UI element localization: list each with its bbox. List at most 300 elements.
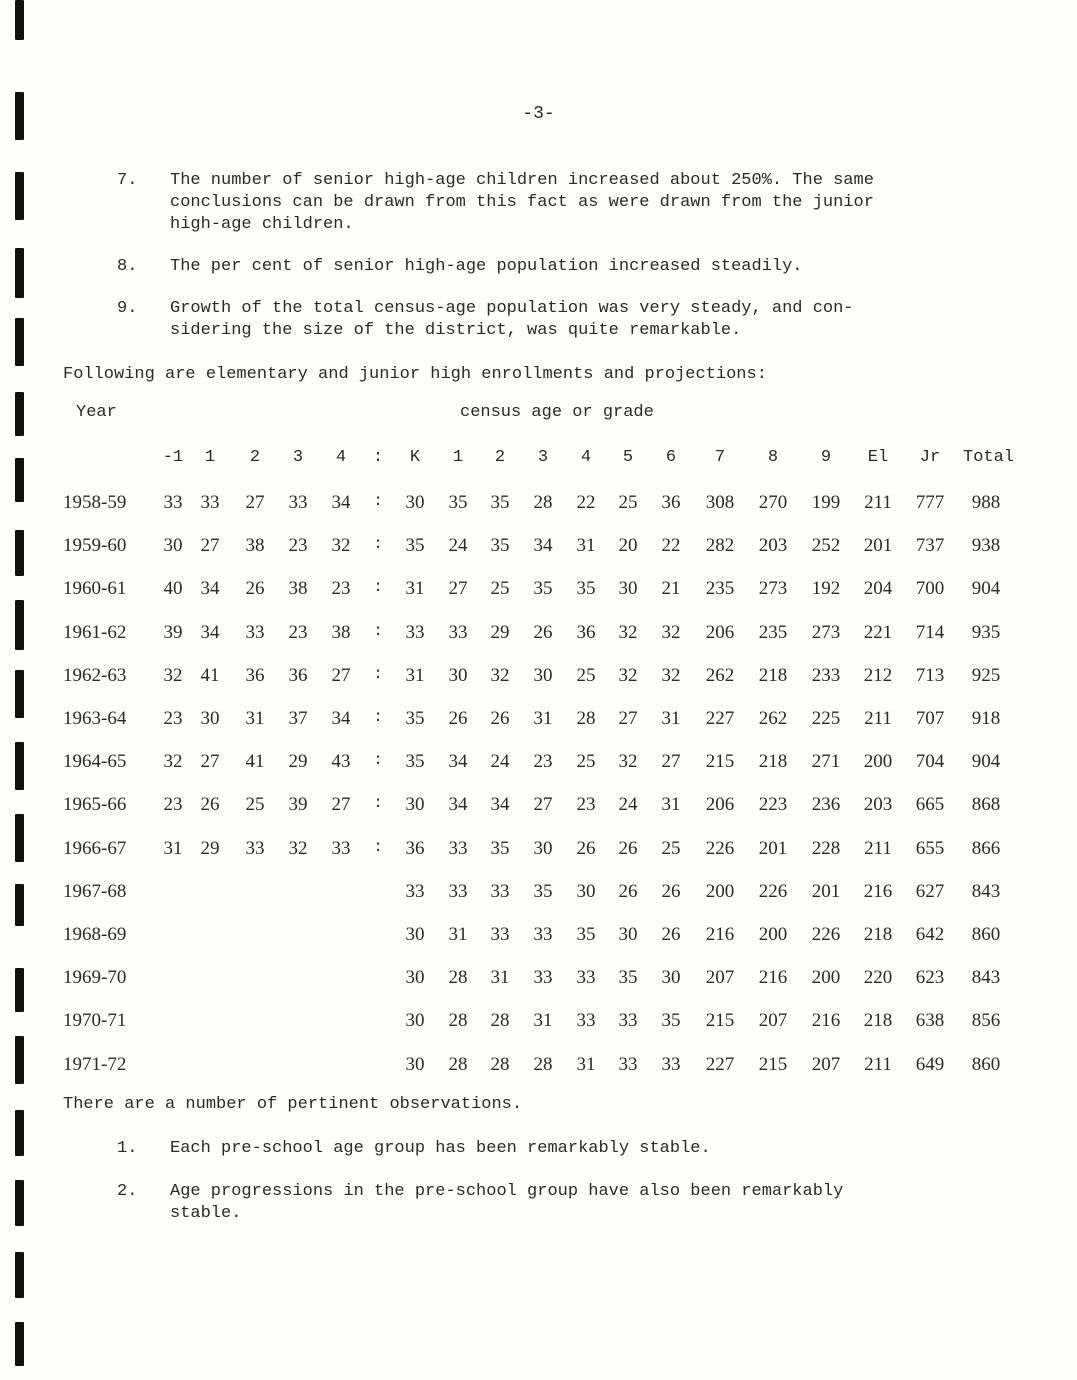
grade-cell: 856 bbox=[971, 1010, 1001, 1032]
binder-mark bbox=[15, 248, 24, 298]
grade-cell: 218 bbox=[758, 664, 788, 686]
grade-header: K bbox=[409, 448, 421, 467]
grade-cell: 30 bbox=[405, 492, 425, 513]
item-text: Age progressions in the pre-school group have also been remarkably stable. bbox=[170, 1182, 844, 1223]
grade-cell: 904 bbox=[971, 578, 1001, 600]
grade-cell: 20 bbox=[618, 535, 638, 557]
year-cell: 1961-62 bbox=[63, 621, 127, 643]
grade-cell: 227 bbox=[705, 1053, 735, 1075]
grade-cell: 206 bbox=[705, 794, 735, 816]
grade-cell: 860 bbox=[971, 924, 1001, 945]
table-row bbox=[0, 578, 1077, 608]
census-cell: 25 bbox=[245, 794, 265, 816]
grade-cell: 27 bbox=[448, 578, 468, 600]
item-text: The per cent of senior high-age population increased steadily. bbox=[170, 257, 803, 276]
item-number: 2. bbox=[117, 1182, 138, 1201]
grade-cell: 26 bbox=[618, 880, 638, 902]
grade-cell: 31 bbox=[405, 664, 425, 686]
grade-cell: 31 bbox=[576, 1053, 596, 1075]
grade-cell: 23 bbox=[533, 751, 553, 773]
census-header: 1 bbox=[204, 448, 216, 467]
grade-cell: 24 bbox=[448, 535, 468, 557]
grade-cell: 35 bbox=[405, 535, 425, 557]
grade-cell: 35 bbox=[618, 967, 638, 989]
grade-cell: 843 bbox=[971, 880, 1001, 902]
separator: : bbox=[373, 708, 383, 726]
year-cell: 1967-68 bbox=[63, 880, 127, 902]
census-cell: 36 bbox=[245, 664, 265, 686]
grade-cell: 216 bbox=[705, 924, 735, 945]
census-cell: 30 bbox=[163, 535, 183, 557]
grade-cell: 199 bbox=[811, 492, 841, 513]
grade-cell: 207 bbox=[811, 1053, 841, 1075]
grade-header: Jr bbox=[919, 448, 941, 467]
binder-mark bbox=[15, 1252, 24, 1298]
year-cell: 1971-72 bbox=[63, 1053, 127, 1075]
grade-cell: 25 bbox=[661, 837, 681, 859]
census-cell: 33 bbox=[331, 837, 351, 859]
grade-cell: 30 bbox=[405, 967, 425, 989]
grade-cell: 233 bbox=[811, 664, 841, 686]
grade-cell: 28 bbox=[448, 967, 468, 989]
grade-cell: 988 bbox=[971, 492, 1001, 513]
grade-cell: 866 bbox=[971, 837, 1001, 859]
grade-cell: 31 bbox=[661, 794, 681, 816]
grade-cell: 26 bbox=[618, 837, 638, 859]
grade-cell: 35 bbox=[533, 880, 553, 902]
census-cell: 39 bbox=[163, 621, 183, 643]
census-cell: 33 bbox=[288, 492, 308, 513]
grade-cell: 623 bbox=[915, 967, 945, 989]
item-number: 1. bbox=[117, 1139, 138, 1158]
grade-cell: 904 bbox=[971, 751, 1001, 773]
grade-cell: 35 bbox=[533, 578, 553, 600]
grade-cell: 32 bbox=[618, 664, 638, 686]
census-cell: 23 bbox=[288, 535, 308, 557]
binder-mark bbox=[15, 1180, 24, 1226]
grade-cell: 925 bbox=[971, 664, 1001, 686]
census-cell: 29 bbox=[288, 751, 308, 773]
grade-cell: 35 bbox=[661, 1010, 681, 1032]
grade-cell: 938 bbox=[971, 535, 1001, 557]
census-cell: 34 bbox=[331, 708, 351, 729]
grade-cell: 642 bbox=[915, 924, 945, 945]
separator: : bbox=[373, 751, 383, 770]
year-cell: 1965-66 bbox=[63, 794, 127, 816]
grade-cell: 211 bbox=[864, 708, 892, 729]
binder-mark bbox=[15, 1322, 24, 1366]
grade-cell: 31 bbox=[661, 708, 681, 729]
census-cell: 27 bbox=[200, 751, 220, 773]
grade-cell: 33 bbox=[448, 621, 468, 643]
item-number: 7. bbox=[117, 171, 138, 190]
grade-header: 4 bbox=[580, 448, 592, 467]
grade-cell: 33 bbox=[448, 880, 468, 902]
grade-cell: 36 bbox=[405, 837, 425, 859]
year-cell: 1962-63 bbox=[63, 664, 127, 686]
grade-cell: 30 bbox=[405, 794, 425, 816]
grade-cell: 218 bbox=[863, 924, 893, 945]
year-column-label: Year bbox=[76, 403, 117, 422]
grade-cell: 35 bbox=[405, 708, 425, 729]
table-row bbox=[0, 1054, 1077, 1084]
census-cell: 33 bbox=[200, 492, 220, 513]
binder-mark bbox=[15, 0, 24, 40]
grade-cell: 30 bbox=[405, 1010, 425, 1032]
grade-cell: 33 bbox=[618, 1053, 638, 1075]
grade-cell: 713 bbox=[915, 664, 945, 686]
year-cell: 1958-59 bbox=[63, 492, 127, 513]
grade-cell: 30 bbox=[405, 1053, 425, 1075]
grade-cell: 26 bbox=[661, 924, 681, 945]
grade-cell: 26 bbox=[661, 880, 681, 902]
separator: : bbox=[373, 664, 383, 683]
grade-cell: 655 bbox=[915, 837, 945, 859]
grade-cell: 30 bbox=[448, 664, 468, 686]
grade-cell: 28 bbox=[448, 1053, 468, 1075]
grade-cell: 215 bbox=[758, 1053, 788, 1075]
grade-cell: 29 bbox=[490, 621, 510, 643]
grade-cell: 32 bbox=[490, 664, 510, 686]
grade-cell: 216 bbox=[758, 967, 788, 989]
grade-cell: 28 bbox=[490, 1010, 510, 1032]
grade-cell: 714 bbox=[915, 621, 945, 643]
census-cell: 27 bbox=[331, 794, 351, 816]
grade-cell: 203 bbox=[863, 794, 893, 816]
grade-cell: 211 bbox=[864, 492, 892, 513]
grade-cell: 206 bbox=[705, 621, 735, 643]
item-number: 8. bbox=[117, 257, 138, 276]
census-cell: 23 bbox=[331, 578, 351, 600]
census-cell: 34 bbox=[331, 492, 351, 513]
separator: : bbox=[373, 794, 383, 813]
separator: : bbox=[373, 837, 383, 856]
table-row bbox=[0, 622, 1077, 652]
grade-cell: 31 bbox=[448, 924, 468, 945]
census-cell: 34 bbox=[200, 621, 220, 643]
year-cell: 1963-64 bbox=[63, 708, 127, 729]
grade-cell: 27 bbox=[618, 708, 638, 729]
census-cell: 40 bbox=[163, 578, 183, 600]
grade-cell: 200 bbox=[705, 880, 735, 902]
grade-cell: 26 bbox=[490, 708, 510, 729]
census-cell: 27 bbox=[331, 664, 351, 686]
grade-cell: 34 bbox=[448, 794, 468, 816]
grade-cell: 200 bbox=[863, 751, 893, 773]
grade-cell: 207 bbox=[705, 967, 735, 989]
grade-cell: 216 bbox=[863, 880, 893, 902]
grade-cell: 204 bbox=[863, 578, 893, 600]
grade-header: 1 bbox=[452, 448, 464, 467]
grade-cell: 843 bbox=[971, 967, 1001, 989]
grade-cell: 26 bbox=[533, 621, 553, 643]
item-text: Each pre-school age group has been remarkably stable. bbox=[170, 1139, 711, 1158]
grade-header: El bbox=[867, 448, 889, 467]
grade-cell: 34 bbox=[533, 535, 553, 557]
census-cell: 23 bbox=[163, 708, 183, 729]
grade-cell: 235 bbox=[705, 578, 735, 600]
grade-cell: 226 bbox=[811, 924, 841, 945]
grade-cell: 33 bbox=[490, 924, 510, 945]
grade-cell: 215 bbox=[705, 1010, 735, 1032]
census-cell: 37 bbox=[288, 708, 308, 729]
census-cell: 23 bbox=[288, 621, 308, 643]
grade-cell: 21 bbox=[661, 578, 681, 600]
table-row bbox=[0, 751, 1077, 781]
grade-cell: 23 bbox=[576, 794, 596, 816]
grade-header: 8 bbox=[767, 448, 779, 467]
grade-header: 6 bbox=[665, 448, 677, 467]
grade-cell: 220 bbox=[863, 967, 893, 989]
grade-cell: 25 bbox=[490, 578, 510, 600]
grade-cell: 22 bbox=[576, 492, 596, 513]
grade-cell: 273 bbox=[758, 578, 788, 600]
table-row bbox=[0, 838, 1077, 868]
grade-header: 7 bbox=[714, 448, 726, 467]
grade-cell: 31 bbox=[533, 708, 553, 729]
year-cell: 1966-67 bbox=[63, 837, 127, 859]
binder-mark bbox=[15, 1110, 24, 1156]
separator: : bbox=[373, 492, 383, 510]
grade-cell: 226 bbox=[758, 880, 788, 902]
grade-cell: 226 bbox=[705, 837, 735, 859]
grade-cell: 221 bbox=[863, 621, 893, 643]
grade-cell: 33 bbox=[448, 837, 468, 859]
grade-cell: 35 bbox=[490, 535, 510, 557]
census-cell: 33 bbox=[245, 837, 265, 859]
grade-cell: 262 bbox=[705, 664, 735, 686]
grade-cell: 31 bbox=[533, 1010, 553, 1032]
grade-cell: 30 bbox=[618, 578, 638, 600]
separator-header: : bbox=[372, 448, 384, 467]
observations-intro: There are a number of pertinent observations. bbox=[63, 1095, 523, 1114]
census-cell: 38 bbox=[245, 535, 265, 557]
census-cell: 31 bbox=[245, 708, 265, 729]
item-text: The number of senior high-age children increased about 250%. The same conclusions can be drawn from this fact as were drawn from the junior high-age children. bbox=[170, 171, 874, 234]
grade-cell: 649 bbox=[915, 1053, 945, 1075]
grade-cell: 216 bbox=[811, 1010, 841, 1032]
grade-cell: 35 bbox=[448, 492, 468, 513]
grade-cell: 25 bbox=[576, 664, 596, 686]
grade-cell: 30 bbox=[533, 664, 553, 686]
binder-mark bbox=[15, 318, 24, 366]
table-row bbox=[0, 924, 1077, 954]
grade-cell: 33 bbox=[661, 1053, 681, 1075]
grade-cell: 203 bbox=[758, 535, 788, 557]
table-intro: Following are elementary and junior high enrollments and projections: bbox=[63, 365, 767, 384]
grade-cell: 215 bbox=[705, 751, 735, 773]
census-cell: 33 bbox=[163, 492, 183, 513]
grade-cell: 665 bbox=[915, 794, 945, 816]
grade-cell: 33 bbox=[618, 1010, 638, 1032]
census-header: 2 bbox=[249, 448, 261, 467]
census-cell: 26 bbox=[200, 794, 220, 816]
grade-cell: 201 bbox=[811, 880, 841, 902]
grade-cell: 35 bbox=[405, 751, 425, 773]
grade-cell: 271 bbox=[811, 751, 841, 773]
grade-cell: 30 bbox=[576, 880, 596, 902]
grade-cell: 211 bbox=[864, 1053, 892, 1075]
grade-cell: 225 bbox=[811, 708, 841, 729]
grade-cell: 627 bbox=[915, 880, 945, 902]
grade-cell: 212 bbox=[863, 664, 893, 686]
grade-cell: 211 bbox=[864, 837, 892, 859]
grade-cell: 201 bbox=[758, 837, 788, 859]
table-row bbox=[0, 967, 1077, 997]
census-header: 4 bbox=[335, 448, 347, 467]
grade-cell: 28 bbox=[533, 1053, 553, 1075]
grade-cell: 201 bbox=[863, 535, 893, 557]
grade-cell: 24 bbox=[490, 751, 510, 773]
grade-cell: 25 bbox=[576, 751, 596, 773]
grade-cell: 777 bbox=[915, 492, 945, 513]
separator: : bbox=[373, 578, 383, 597]
census-cell: 38 bbox=[288, 578, 308, 600]
year-cell: 1968-69 bbox=[63, 924, 127, 945]
grade-cell: 200 bbox=[758, 924, 788, 945]
year-cell: 1960-61 bbox=[63, 578, 127, 600]
census-cell: 27 bbox=[245, 492, 265, 513]
year-cell: 1970-71 bbox=[63, 1010, 127, 1032]
grade-cell: 868 bbox=[971, 794, 1001, 816]
grade-cell: 227 bbox=[705, 708, 735, 729]
census-cell: 29 bbox=[200, 837, 220, 859]
grade-cell: 737 bbox=[915, 535, 945, 557]
census-cell: 32 bbox=[163, 751, 183, 773]
grade-header: 5 bbox=[622, 448, 634, 467]
year-cell: 1969-70 bbox=[63, 967, 127, 989]
grade-cell: 35 bbox=[490, 837, 510, 859]
grade-cell: 282 bbox=[705, 535, 735, 557]
item-number: 9. bbox=[117, 299, 138, 318]
grade-cell: 34 bbox=[490, 794, 510, 816]
table-row bbox=[0, 794, 1077, 824]
grade-cell: 252 bbox=[811, 535, 841, 557]
grade-header: Total bbox=[963, 448, 1015, 467]
census-header: -1 bbox=[162, 448, 184, 467]
census-cell: 36 bbox=[288, 664, 308, 686]
grade-cell: 22 bbox=[661, 535, 681, 557]
grade-cell: 218 bbox=[863, 1010, 893, 1032]
grade-cell: 30 bbox=[533, 837, 553, 859]
grade-cell: 192 bbox=[811, 578, 841, 600]
grade-cell: 33 bbox=[533, 924, 553, 945]
binder-mark bbox=[15, 172, 24, 220]
separator: : bbox=[373, 621, 383, 640]
grade-cell: 28 bbox=[576, 708, 596, 729]
grade-cell: 32 bbox=[618, 751, 638, 773]
grade-cell: 704 bbox=[915, 751, 945, 773]
grade-cell: 24 bbox=[618, 794, 638, 816]
table-row bbox=[0, 665, 1077, 695]
census-cell: 41 bbox=[245, 751, 265, 773]
census-cell: 33 bbox=[245, 621, 265, 643]
year-cell: 1964-65 bbox=[63, 751, 127, 773]
table-row bbox=[0, 708, 1077, 738]
grade-cell: 200 bbox=[811, 967, 841, 989]
table-row bbox=[0, 1010, 1077, 1040]
grade-header: 9 bbox=[820, 448, 832, 467]
grade-cell: 236 bbox=[811, 794, 841, 816]
grade-cell: 35 bbox=[576, 924, 596, 945]
grade-cell: 638 bbox=[915, 1010, 945, 1032]
census-cell: 32 bbox=[331, 535, 351, 557]
census-cell: 30 bbox=[200, 708, 220, 729]
census-cell: 34 bbox=[200, 578, 220, 600]
grade-cell: 28 bbox=[533, 492, 553, 513]
grade-cell: 33 bbox=[576, 1010, 596, 1032]
grade-cell: 27 bbox=[661, 751, 681, 773]
census-cell: 38 bbox=[331, 621, 351, 643]
grade-cell: 33 bbox=[533, 967, 553, 989]
year-cell: 1959-60 bbox=[63, 535, 127, 557]
grade-cell: 32 bbox=[618, 621, 638, 643]
grade-cell: 270 bbox=[758, 492, 788, 513]
census-cell: 43 bbox=[331, 751, 351, 773]
grade-cell: 207 bbox=[758, 1010, 788, 1032]
grade-cell: 26 bbox=[576, 837, 596, 859]
grade-cell: 33 bbox=[490, 880, 510, 902]
grade-cell: 31 bbox=[405, 578, 425, 600]
grade-cell: 32 bbox=[661, 621, 681, 643]
grade-cell: 33 bbox=[405, 880, 425, 902]
separator: : bbox=[373, 535, 383, 554]
census-cell: 32 bbox=[163, 664, 183, 686]
grade-cell: 918 bbox=[971, 708, 1001, 729]
grade-cell: 35 bbox=[576, 578, 596, 600]
census-header: 3 bbox=[292, 448, 304, 467]
grade-cell: 30 bbox=[661, 967, 681, 989]
grade-cell: 935 bbox=[971, 621, 1001, 643]
grade-cell: 273 bbox=[811, 621, 841, 643]
grade-cell: 235 bbox=[758, 621, 788, 643]
grade-cell: 28 bbox=[448, 1010, 468, 1032]
grade-cell: 26 bbox=[448, 708, 468, 729]
table-row bbox=[0, 881, 1077, 911]
grade-cell: 700 bbox=[915, 578, 945, 600]
census-cell: 41 bbox=[200, 664, 220, 686]
grade-cell: 30 bbox=[405, 924, 425, 945]
grade-cell: 228 bbox=[811, 837, 841, 859]
table-row bbox=[0, 492, 1077, 522]
grade-cell: 35 bbox=[490, 492, 510, 513]
grade-cell: 28 bbox=[490, 1053, 510, 1075]
grade-cell: 860 bbox=[971, 1053, 1001, 1075]
grade-cell: 25 bbox=[618, 492, 638, 513]
table-row bbox=[0, 535, 1077, 565]
grade-header: 2 bbox=[494, 448, 506, 467]
grade-cell: 223 bbox=[758, 794, 788, 816]
group-label: census age or grade bbox=[460, 403, 654, 422]
page-number: -3- bbox=[522, 104, 555, 124]
grade-cell: 32 bbox=[661, 664, 681, 686]
binder-mark bbox=[15, 392, 24, 436]
census-cell: 26 bbox=[245, 578, 265, 600]
grade-cell: 36 bbox=[576, 621, 596, 643]
item-text: Growth of the total census-age population was very steady, and con- sidering the size of the district, was quite remarkable. bbox=[170, 299, 854, 340]
grade-cell: 33 bbox=[576, 967, 596, 989]
grade-cell: 31 bbox=[576, 535, 596, 557]
grade-cell: 34 bbox=[448, 751, 468, 773]
grade-cell: 218 bbox=[758, 751, 788, 773]
grade-cell: 308 bbox=[705, 492, 735, 513]
grade-cell: 30 bbox=[618, 924, 638, 945]
grade-header: 3 bbox=[537, 448, 549, 467]
census-cell: 23 bbox=[163, 794, 183, 816]
grade-cell: 36 bbox=[661, 492, 681, 513]
grade-cell: 707 bbox=[915, 708, 945, 729]
census-cell: 31 bbox=[163, 837, 183, 859]
